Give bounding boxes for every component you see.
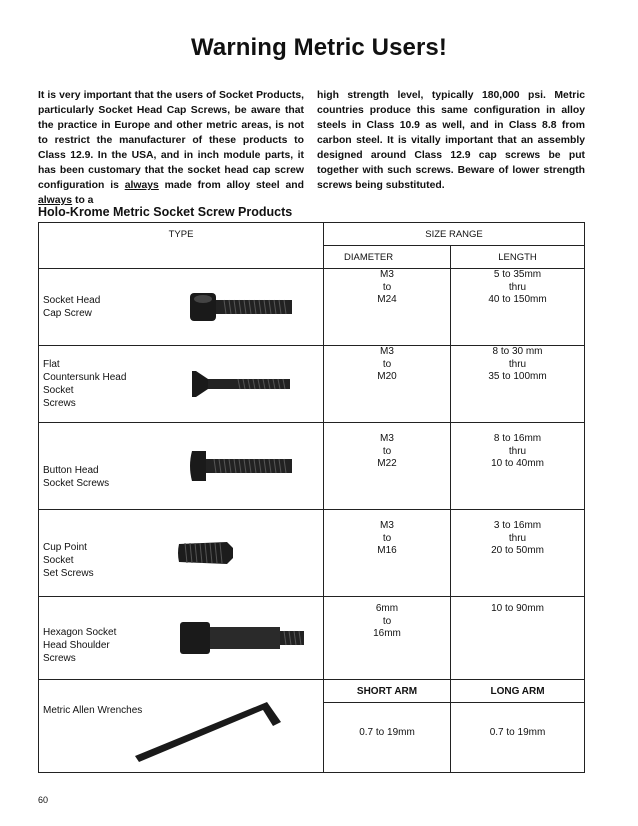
diameter-cell: M3 to M20	[324, 346, 451, 423]
intro-left-text-1: It is very important that the users of Socket Products, particularly Socket Head Cap Screws, be aware that the practice in Europe and other metric areas, is not to restrict the manufacturer of these products to Class 12.9. In the USA, and in inch module parts, it has been customary that the socket head cap screw configuration is	[38, 90, 304, 191]
table-row	[39, 680, 585, 773]
page-number: 60	[38, 795, 49, 805]
row-type-label: Socket Head Cap Screw	[43, 295, 101, 319]
row-type-label: Metric Allen Wrenches	[43, 705, 143, 716]
diameter-cell: 6mm to 16mm	[324, 597, 451, 680]
long-arm-value: 0.7 to 19mm	[489, 726, 546, 738]
socket-head-cap-screw-image	[188, 287, 298, 327]
length-cell: 5 to 35mm thru 40 to 150mm	[451, 269, 585, 346]
short-arm-value: 0.7 to 19mm	[359, 726, 415, 738]
page-title: Warning Metric Users!	[191, 34, 447, 61]
intro-emphasis-always-1: always	[124, 180, 159, 191]
long-arm-cell	[451, 680, 585, 773]
row-type-label: Hexagon Socket Head Shoulder Screws	[43, 626, 117, 664]
button-head-screw-image	[188, 449, 298, 483]
length-cell: 10 to 90mm	[451, 597, 585, 680]
short-arm-header: SHORT ARM	[324, 680, 450, 703]
intro-right-column: high strength level, typically 180,000 psi. Metric countries produce this same configuration in alloy steels in Class 10.9 as well, and in Class 8.8 from carbon steel. It is vitally important that an assembly designed around Class 12.9 cap screws be put together with such screws. Beware of lower strength screws being substituted.	[317, 90, 585, 191]
short-arm-cell	[324, 680, 451, 773]
row-type-label: Cup Point Socket Set Screws	[43, 541, 94, 579]
intro-left-column	[38, 88, 304, 208]
table-row	[39, 597, 585, 680]
cup-point-set-screw-image	[177, 536, 237, 570]
diameter-cell: M3 to M22	[324, 423, 451, 510]
products-table	[38, 222, 585, 773]
intro-left-text-3: to a	[72, 195, 94, 206]
header-size-range: SIZE RANGE	[324, 223, 585, 246]
shoulder-screw-image	[178, 618, 308, 658]
header-diameter: DIAMETER	[324, 246, 451, 269]
diameter-cell: M3 to M24	[324, 269, 451, 346]
header-type: TYPE	[39, 223, 324, 269]
table-row	[39, 346, 585, 423]
length-cell: 3 to 16mm thru 20 to 50mm	[451, 510, 585, 597]
long-arm-header: LONG ARM	[451, 680, 584, 703]
table-row	[39, 423, 585, 510]
intro-left-text-2: made from alloy steel and	[158, 180, 304, 191]
allen-wrench-image	[131, 686, 291, 766]
section-title: Holo-Krome Metric Socket Screw Products	[38, 205, 293, 219]
header-length: LENGTH	[451, 246, 585, 269]
table-row	[39, 510, 585, 597]
row-type-label: Button Head Socket Screws	[43, 465, 110, 489]
table-row	[39, 269, 585, 346]
length-cell: 8 to 30 mm thru 35 to 100mm	[451, 346, 585, 423]
intro-emphasis-always-2: always	[38, 195, 73, 206]
flat-countersunk-screw-image	[188, 369, 298, 399]
diameter-cell: M3 to M16	[324, 510, 451, 597]
length-cell: 8 to 16mm thru 10 to 40mm	[451, 423, 585, 510]
row-type-label: Flat Countersunk Head Socket Screws	[43, 359, 127, 409]
